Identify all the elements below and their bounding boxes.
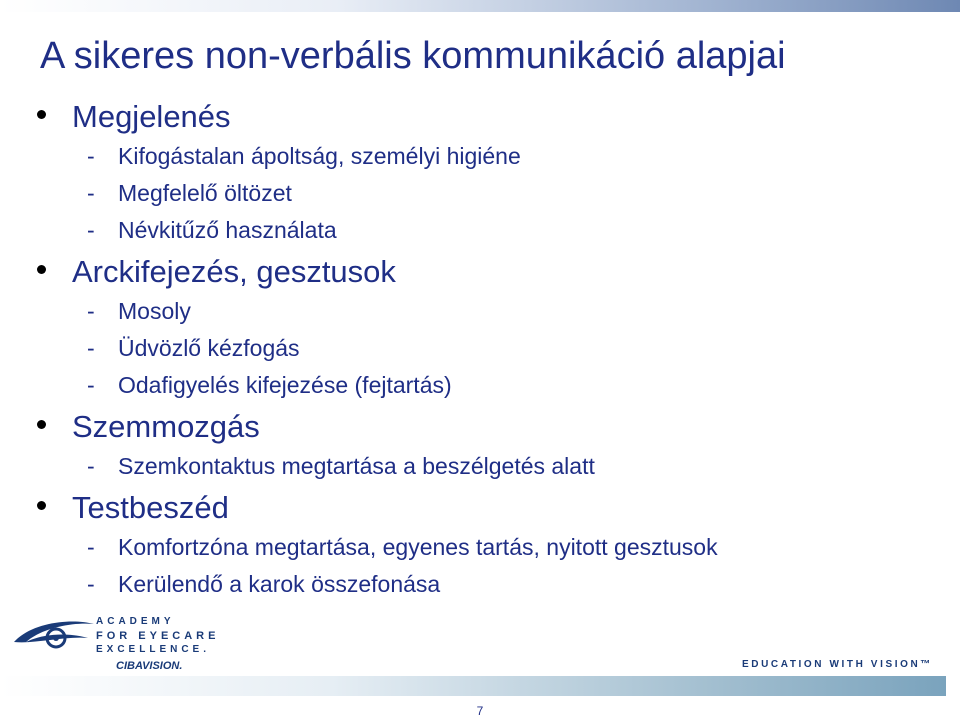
sub-item-text: Mosoly	[118, 298, 191, 324]
bullet-heading: Szemmozgás	[72, 409, 260, 444]
bullet-item	[0, 251, 960, 295]
sub-item	[0, 332, 960, 369]
slide-content	[0, 96, 960, 605]
dash-marker: -	[87, 217, 95, 243]
logo-line-excellence: EXCELLENCE.	[96, 644, 211, 655]
dash-marker: -	[87, 335, 95, 361]
sub-item-text: Odafigyelés kifejezése (fejtartás)	[118, 372, 452, 398]
dash-marker: -	[87, 372, 95, 398]
bullet-item	[0, 406, 960, 450]
logo-line-academy: ACADEMY	[96, 616, 175, 627]
sub-item	[0, 531, 960, 568]
sub-item	[0, 177, 960, 214]
top-decorative-stripe	[0, 0, 960, 12]
bullet-heading: Arckifejezés, gesztusok	[72, 254, 396, 289]
sub-item	[0, 568, 960, 605]
sub-item-text: Komfortzóna megtartása, egyenes tartás, nyitott gesztusok	[118, 534, 718, 560]
dash-marker: -	[87, 180, 95, 206]
page-number: 7	[476, 704, 484, 718]
bullet-item	[0, 96, 960, 140]
cibavision-logo: CIBAVISION.	[116, 660, 183, 672]
sub-item-text: Névkitűző használata	[118, 217, 337, 243]
sub-item	[0, 369, 960, 406]
sub-item-text: Szemkontaktus megtartása a beszélgetés alatt	[118, 453, 595, 479]
dash-marker: -	[87, 571, 95, 597]
bullet-dot-icon	[37, 501, 46, 510]
sub-item-text: Üdvözlő kézfogás	[118, 335, 300, 361]
sub-item-text: Megfelelő öltözet	[118, 180, 292, 206]
dash-marker: -	[87, 298, 95, 324]
bullet-dot-icon	[37, 420, 46, 429]
sub-item-text: Kifogástalan ápoltság, személyi higiéne	[118, 143, 521, 169]
sub-item	[0, 214, 960, 251]
dash-marker: -	[87, 534, 95, 560]
eye-swoosh-icon	[12, 612, 96, 662]
sub-item-text: Kerülendő a karok összefonása	[118, 571, 441, 597]
bullet-heading: Megjelenés	[72, 99, 231, 134]
bottom-decorative-stripe	[0, 676, 946, 696]
sub-item	[0, 295, 960, 332]
sub-item	[0, 450, 960, 487]
academy-logo	[12, 612, 220, 678]
bullet-dot-icon	[37, 110, 46, 119]
logo-line-eyecare: FOR EYECARE	[96, 630, 220, 642]
bullet-heading: Testbeszéd	[72, 490, 229, 525]
tagline: EDUCATION WITH VISION™	[742, 659, 933, 670]
dash-marker: -	[87, 453, 95, 479]
sub-item	[0, 140, 960, 177]
dash-marker: -	[87, 143, 95, 169]
bullet-item	[0, 487, 960, 531]
slide-title: A sikeres non-verbális kommunikáció alapjai	[40, 35, 786, 77]
bullet-dot-icon	[37, 265, 46, 274]
